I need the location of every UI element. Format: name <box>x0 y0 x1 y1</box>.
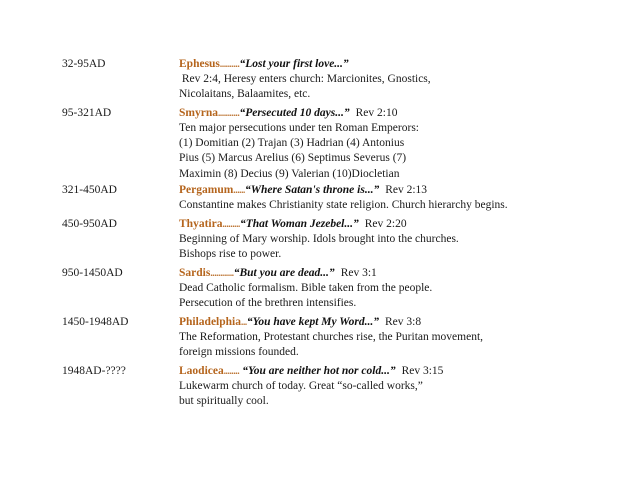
entry-line: Beginning of Mary worship. Idols brought into the churches. <box>179 233 459 245</box>
church-name: Smyrna <box>179 107 218 119</box>
scripture-reference: Rev 2:13 <box>385 184 428 196</box>
entry-heading <box>179 363 619 379</box>
entry-line: The Reformation, Protestant churches rise, the Puritan movement, <box>179 331 484 343</box>
entry-body <box>179 182 619 213</box>
entry-line: Nicolaitans, Balaamites, etc. <box>179 88 311 101</box>
church-quote: “That Woman Jezebel...” <box>240 218 359 230</box>
leader-dots: ... <box>241 317 247 327</box>
church-quote: “You have kept My Word...” <box>246 316 380 328</box>
entry-date: 321-450AD <box>62 184 117 196</box>
entry-line: Ten major persecutions under ten Roman Emperors: <box>179 122 419 134</box>
entry-heading <box>179 314 619 330</box>
leader-dots: ........ <box>223 366 240 376</box>
entry-date: 950-1450AD <box>62 267 123 279</box>
entry-heading <box>179 56 619 72</box>
entry-line: Dead Catholic formalism. Bible taken from the people. <box>179 282 433 294</box>
church-name: Pergamum <box>179 184 234 196</box>
church-name: Sardis <box>179 267 211 279</box>
leader-dots: .......... <box>219 59 240 69</box>
entry-heading <box>179 265 619 281</box>
entry-line: but spiritually cool. <box>179 395 269 408</box>
entry-heading <box>179 216 619 232</box>
entry-body <box>179 105 619 182</box>
entry-line: Lukewarm church of today. Great “so-called works,” <box>179 380 423 392</box>
church-name: Thyatira <box>179 218 223 230</box>
entry-date: 32-95AD <box>62 58 106 70</box>
scripture-reference: Rev 3:1 <box>340 267 377 279</box>
entry-line: Persecution of the brethren intensifies. <box>179 297 357 310</box>
entry-date: 1450-1948AD <box>62 316 129 328</box>
entry-heading <box>179 182 619 198</box>
entry-date: 1948AD-???? <box>62 365 126 377</box>
entry-line: Rev 2:4, Heresy enters church: Marcionites, Gnostics, <box>179 73 431 85</box>
church-name: Philadelphia <box>179 316 241 328</box>
scripture-reference: Rev 2:20 <box>364 218 407 230</box>
entry-line: Maximin (8) Decius (9) Valerian (10)Diocletian <box>179 167 400 180</box>
entry-line: Constantine makes Christianity state religion. Church hierarchy begins. <box>179 199 508 211</box>
entry-body <box>179 265 619 311</box>
entry-line: (1) Domitian (2) Trajan (3) Hadrian (4) Antonius <box>179 137 405 150</box>
entry-body <box>179 56 619 102</box>
church-quote: “Persecuted 10 days...” <box>239 107 350 119</box>
entry-line: foreign missions founded. <box>179 346 299 359</box>
church-quote: “But you are dead...” <box>233 267 335 279</box>
church-name: Ephesus <box>179 58 220 70</box>
entry-date: 95-321AD <box>62 107 112 119</box>
entry-body <box>179 363 619 409</box>
entry-line: Pius (5) Marcus Arelius (6) Septimus Severus (7) <box>179 152 407 165</box>
church-name: Laodicea <box>179 365 224 377</box>
church-quote: “You are neither hot nor cold...” <box>239 365 396 377</box>
leader-dots: ......... <box>222 219 241 229</box>
scripture-reference: Rev 3:8 <box>385 316 422 328</box>
church-quote: “Where Satan's throne is...” <box>245 184 380 196</box>
scripture-reference: Rev 2:10 <box>355 107 398 119</box>
entry-date: 450-950AD <box>62 218 117 230</box>
entry-body <box>179 216 619 262</box>
scripture-reference: Rev 3:15 <box>401 365 444 377</box>
leader-dots: ...... <box>233 185 245 195</box>
leader-dots: ............ <box>210 268 234 278</box>
entry-body <box>179 314 619 360</box>
entry-line: Bishops rise to power. <box>179 248 282 261</box>
church-quote: “Lost your first love...” <box>239 58 349 70</box>
leader-dots: ........... <box>217 108 240 118</box>
entry-heading <box>179 105 619 121</box>
